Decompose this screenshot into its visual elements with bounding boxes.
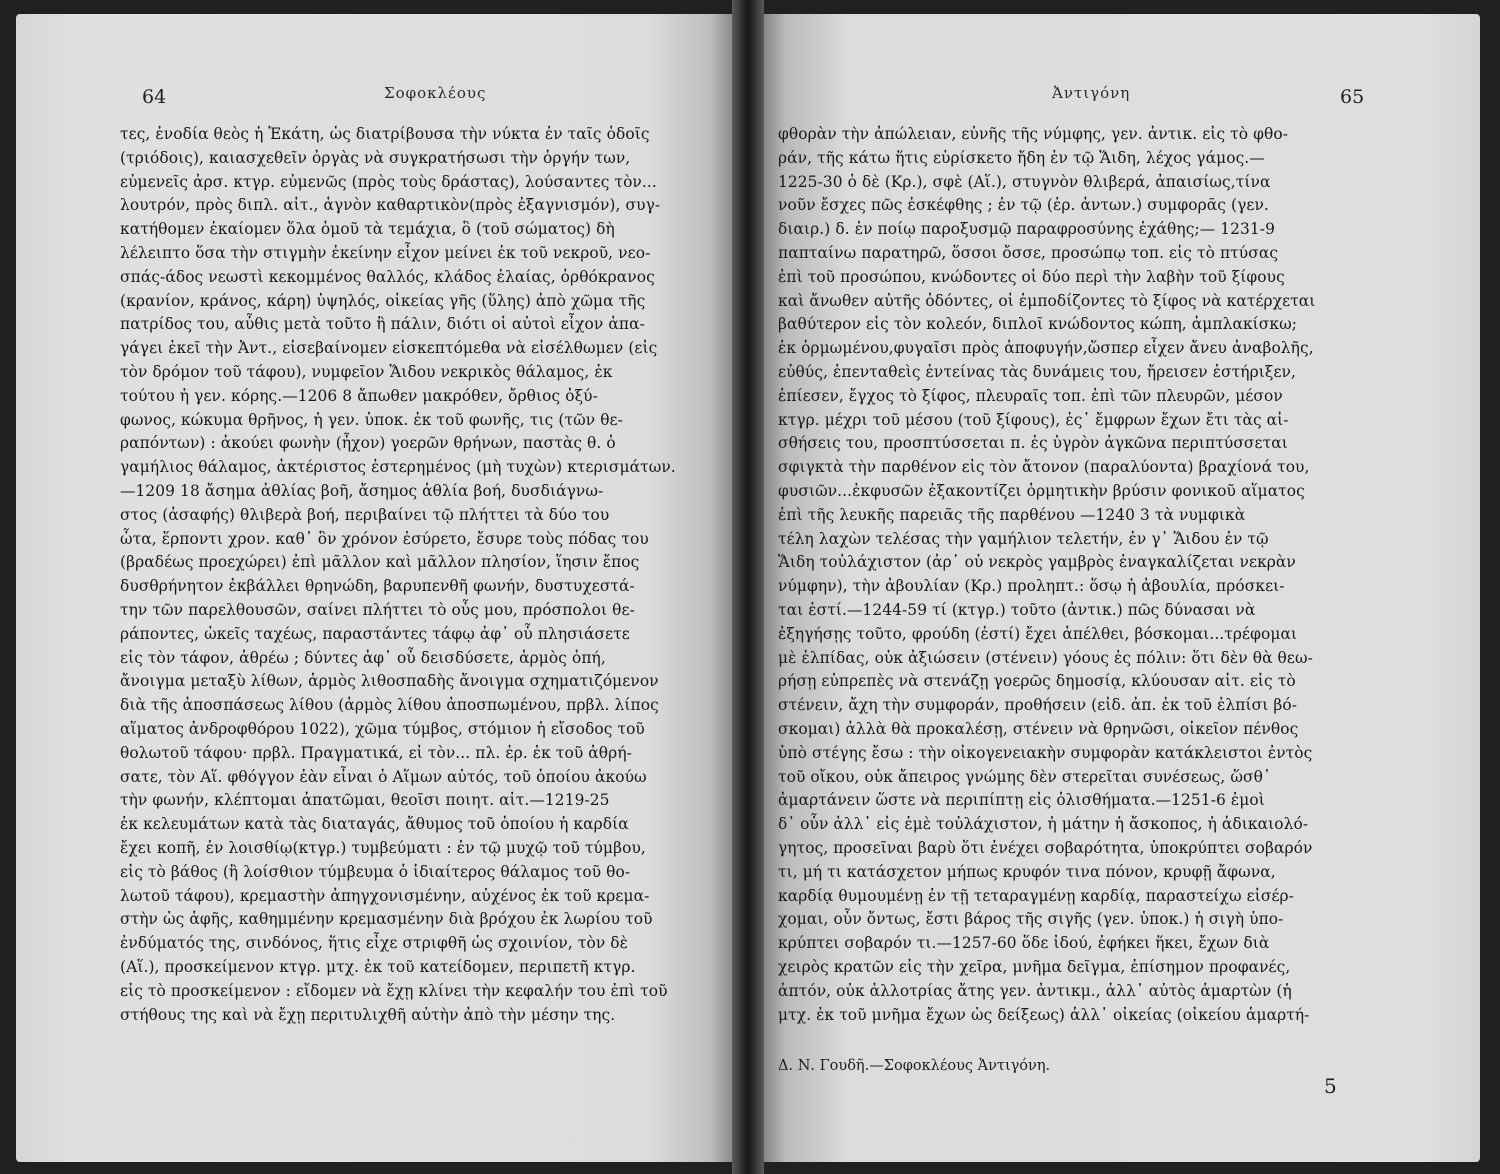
text-line: ἔχει κοπῆ, ἐν λοισθίῳ(κτγρ.) τυμβεύματι : ἐν τῷ μυχῷ τοῦ τύμβου, — [120, 839, 646, 857]
text-line: χειρὸς κρατῶν εἰς τὴν χεῖρα, μνῆμα δεῖγμα, ἐπίσημον προφανές, — [778, 958, 1291, 976]
text-line: εἰς τὸ προσκείμενον : εἴδομεν νὰ ἔχῃ κλίνει τὴν κεφαλήν του ἐπὶ τοῦ — [120, 981, 668, 1000]
signature-number: 5 — [1324, 1074, 1337, 1098]
text-line: εἰς τὸ βάθος (ἢ λοίσθιον τύμβευμα ὁ ἰδιαίτερος θάλαμος τοῦ θο- — [120, 862, 631, 881]
text-line: κατήθομεν ἐκαίομεν ὅλα ὁμοῦ τὰ τεμάχια, ὃ (τοῦ σώματος) δὴ — [120, 220, 615, 239]
text-line: (κρανίον, κράνος, κάρη) ὑψηλός, οἰκείας γῆς (ὕλης) ἀπὸ χῶμα τῆς — [120, 291, 646, 310]
text-line: πατρίδος του, αὖθις μετὰ τοῦτο ἢ πάλιν, διότι οἱ αὐτοὶ εἶχον ἀπα- — [120, 315, 645, 334]
left-page — [16, 14, 732, 1162]
text-line: την τῶν παρελθουσῶν, σαίνει πλήττει τὸ οὖς μου, πρόσπολοι θε- — [120, 601, 635, 619]
text-line: στὴν ὡς ἁφῆς, καθημμένην κρεμασμένην διὰ βρόχου ἐκ λωρίου τοῦ — [120, 910, 653, 929]
text-line: ἄνοιγμα μεταξὺ λίθων, ἁρμὸς λιθοσπαδὴς ἄνοιγμα σχηματιζόμενον — [120, 672, 659, 691]
text-line: ἀπτόν, οὐκ ἀλλοτρίας ἄτης γεν. ἀντικμ., ἀλλ᾽ αὐτὸς ἁμαρτὼν (ἡ — [778, 981, 1292, 1000]
text-line: καρδίᾳ θυμουμένῃ ἐν τῇ τεταραγμένῃ καρδίᾳ, παραστείχω εἰσέρ- — [778, 886, 1294, 905]
text-line: τὴν φωνήν, κλέπτομαι ἀπατῶμαι, θεοῖσι ποιητ. αἰτ.—1219-25 — [120, 791, 610, 810]
text-line: αἵματος ἀνδροφθόρου 1022), χῶμα τύμβος, στόμιον ἡ εἴσοδος τοῦ — [120, 720, 645, 738]
text-line: ται ἐστί.—1244-59 τί (κτγρ.) τοῦτο (ἀντικ.) πῶς δύνασαι νὰ — [778, 601, 1256, 619]
text-line: (Αἵ.), προσκείμενον κτγρ. μτχ. ἐκ τοῦ κατείδομεν, περιπετῆ κτγρ. — [120, 958, 636, 976]
text-line: γάγει ἐκεῖ τὴν Ἀντ., εἰσεβαίνομεν εἰσκεπτόμεθα νὰ εἰσέλθωμεν (εἰς — [120, 339, 658, 358]
text-line: σφιγκτὰ τὴν παρθένον εἰς τὸν ἄτονον (παραλύοντα) βραχίονά του, — [778, 458, 1310, 477]
text-line: σπάς-άδος νεωστὶ κεκομμένος θαλλός, κλάδος ἐλαίας, ὀρθόκρανος — [120, 267, 655, 286]
book-gutter — [732, 0, 764, 1174]
text-line: μὲ ἐλπίδας, οὐκ ἀξιώσειν (στένειν) γόους ἐς πόλιν: ὅτι δὲν θὰ θεω- — [778, 648, 1313, 667]
page-footer: Δ. Ν. Γουδῆ.—Σοφοκλέους Ἀντιγόνη. — [778, 1058, 1051, 1074]
text-line: φωνος, κώκυμα θρῆνος, ἡ γεν. ὑποκ. ἐκ τοῦ φωνῆς, τις (τῶν θε- — [120, 410, 623, 429]
text-line: ὦτα, ἕρποντι χρον. καθ᾽ ὃν χρόνον ἐσύρετο, ἔσυρε τοὺς πόδας του — [120, 529, 649, 548]
text-line: ρήσῃ εὐπρεπὲς νὰ στενάζῃ γοερῶς δημοσίᾳ, κλύουσαν αἰτ. εἰς τὸ — [778, 672, 1296, 691]
running-head: Ἀντιγόνη — [1052, 84, 1131, 102]
text-line: σατε, τὸν Αἵ. φθόγγον ἐὰν εἶναι ὁ Αἵμων αὐτός, τοῦ ὁποίου ἀκούω — [120, 767, 647, 786]
text-line: ἐνδύματός της, σινδόνος, ἥτις εἶχε στριφθῆ ὡς σχοινίον, τὸν δὲ — [120, 934, 629, 953]
text-line: νοῦν ἔσχες πῶς ἐσκέφθης ; ἐν τῷ (ἐρ. ἀντων.) συμφορᾶς (γεν. — [778, 196, 1269, 215]
text-line: ἐπίεσεν, ἔγχος τὸ ξίφος, πλευραῖς τοπ. ἐπὶ τῶν πλευρῶν, μέσον — [778, 386, 1283, 405]
text-line: τὸν δρόμον τοῦ τάφου), νυμφεῖον Ἅιδου νεκρικὸς θάλαμος, ἐκ — [120, 363, 613, 381]
text-line: γητος, προσεῖναι βαρὺ ὅτι ἐνέχει σοβαρότητα, ὑποκρύπτει σοβαρόν — [778, 839, 1313, 857]
text-line: ἐκ κελευμάτων κατὰ τὰς διαταγάς, ἄθυμος τοῦ ὁποίου ἡ καρδία — [120, 815, 629, 834]
text-line: στος (ἀσαφής) θλιβερὰ βοή, περιβαίνει τῷ πλήττει τὰ δύο του — [120, 505, 610, 524]
text-line: ὑπὸ στέγης ἔσω : τὴν οἰκογενειακὴν συμφορὰν κατάκλειστοι ἐντὸς — [778, 743, 1313, 762]
text-line: εὐθύς, ἐπενταθεὶς ἐντείνας τὰς δυνάμεις του, ἤρεισεν ἐστήριξεν, — [778, 363, 1296, 381]
text-line: σθήσεις του, προσπτύσσεται π. ἐς ὑγρὸν ἀγκῶνα περιπτύσσεται — [778, 434, 1288, 453]
text-line: τοῦ οἴκου, οὐκ ἄπειρος γνώμης δὲν στερεῖται συνέσεως, ὥσθ᾽ — [778, 767, 1271, 786]
text-line: ραπόντων) : ἀκούει φωνὴν (ἦχον) γοερῶν θρήνων, παστὰς θ. ὁ — [120, 434, 616, 453]
text-line: στήθους της καὶ νὰ ἔχῃ περιτυλιχθῆ αὐτὴν ἀπὸ τὴν μέσην της. — [120, 1005, 616, 1024]
text-line: δ᾽ οὖν ἀλλ᾽ εἰς ἐμὲ τοὐλάχιστον, ἡ μάτην ἡ ἄσκοπος, ἡ ἀδικαιολό- — [778, 815, 1309, 834]
text-line: Ἅιδη τοὐλάχιστον (ἀρ᾽ οὐ νεκρὸς γαμβρὸς ἐναγκαλίζεται νεκρὰν — [778, 553, 1296, 572]
text-line: παπταίνω παρατηρῶ, ὅσσοι ὄσσε, προσώπῳ τοπ. εἰς τὸ πτύσας — [778, 244, 1279, 262]
text-line: κρύπτει σοβαρόν τι.—1257-60 ὅδε ἰδού, ἐφήκει ἥκει, ἔχων διὰ — [778, 934, 1270, 953]
text-line: (τριόδοις), καιασχεθεῖν ὀργὰς νὰ συγκρατήσωσι τὴν ὀργήν των, — [120, 148, 631, 167]
text-line: βαθύτερον εἰς τὸν κολεόν, διπλοῖ κνώδοντος κώπη, ἀμπλακίσκω; — [778, 315, 1298, 334]
text-line: ράν, τῆς κάτω ἥτις εὑρίσκετο ἤδη ἐν τῷ Ἅιδη, λέχος γάμος.— — [778, 148, 1265, 167]
text-line: δυσθρήνητον ἐκβάλλει θρηνώδη, βαρυπενθῆ φωνήν, δυστυχεστά- — [120, 577, 635, 596]
text-line: στένειν, ἄχη τὴν συμφοράν, προθήσειν (εἰδ. ἀπ. ἐκ τοῦ ἐλπίσι βό- — [778, 696, 1297, 715]
text-line: εὐμενεῖς ἀρσ. κτγρ. εὐμενῶς (πρὸς τοὺς δράστας), λούσαντες τὸν... — [120, 172, 657, 191]
text-line: κτγρ. μέχρι τοῦ μέσου (τοῦ ξίφους), ἐς᾽ ἔμφρων ἔχων ἔτι τὰς αἰ- — [778, 410, 1289, 429]
text-line: μτχ. ἐκ τοῦ μνῆμα ἔχων ὡς δείξεως) ἀλλ᾽ οἰκείας (οἰκείου ἁμαρτή- — [778, 1005, 1310, 1024]
text-line: φθορὰν τὴν ἀπώλειαν, εὐνῆς τῆς νύμφης, γεν. ἀντικ. εἰς τὸ φθο- — [778, 125, 1289, 143]
text-line: τούτου ἡ γεν. κόρης.—1206 8 ἄπωθεν μακρόθεν, ὄρθιος ὀξύ- — [120, 386, 598, 405]
text-line: τέλη λαχὼν τελέσας τὴν γαμήλιον τελετήν, ἐν γ᾽ Ἅιδου ἐν τῷ — [778, 529, 1269, 548]
page-number: 64 — [142, 86, 167, 108]
running-head: Σοφοκλέους — [384, 84, 487, 102]
text-line: σκομαι) ἀλλὰ θὰ προκαλέσῃ, στένειν νὰ θρηνῶσι, οἰκεῖον πένθος — [778, 720, 1299, 738]
text-line: εἰς τὸν τάφον, ἀθρέω ; δύντες ἀφ᾽ οὗ δεισδύσετε, ἁρμὸς ὀπή, — [120, 648, 606, 667]
text-line: διαιρ.) δ. ἐν ποίῳ παροξυσμῷ παραφροσύνης ἐχάθης;— 1231-9 — [778, 220, 1275, 239]
text-line: νύμφην), τὴν ἀβουλίαν (Κρ.) προληπτ.: ὅσῳ ἡ ἀβουλία, πρόσκει- — [778, 577, 1285, 596]
right-page — [764, 14, 1480, 1162]
text-line: ἐκ ὁρμωμένου,φυγαῖσι πρὸς ἀποφυγήν,ὥσπερ εἶχεν ἄνευ ἀναβολῆς, — [778, 339, 1314, 358]
text-line: φυσιῶν...ἐκφυσῶν ἐξακοντίζει ὁρμητικὴν βρύσιν φονικοῦ αἵματος — [778, 482, 1305, 500]
text-line: ἐξηγήσῃς τοῦτο, φρούδη (ἐστί) ἔχει ἀπέλθει, βόσκομαι...τρέφομαι — [778, 624, 1298, 643]
text-line: ἁμαρτάνειν ὥστε νὰ περιπίπτῃ εἰς ὀλισθήματα.—1251-6 ἐμοὶ — [778, 791, 1265, 810]
text-line: (βραδέως προεχώρει) ἐπὶ μᾶλλον καὶ μᾶλλον πλησίον, ἵησιν ἔπος — [120, 553, 640, 572]
text-line: λωτοῦ τάφου), κρεμαστὴν ἀπηγχονισμένην, αὐχένος ἐκ τοῦ κρεμα- — [120, 886, 650, 905]
page-number: 65 — [1340, 86, 1365, 108]
text-line: καὶ ἄνωθεν αὐτῆς ὀδόντες, οἱ ἐμποδίζοντες τὸ ξίφος νὰ κατέρχεται — [778, 291, 1316, 310]
text-line: λέλειπτο ὅσα τὴν στιγμὴν ἐκείνην εἶχον μείνει ἐκ τοῦ νεκροῦ, νεο- — [120, 244, 651, 262]
text-line: χομαι, οὖν ὄντως, ἔστι βάρος τῆς σιγῆς (γεν. ὑποκ.) ἡ σιγὴ ὑπο- — [778, 910, 1284, 929]
text-line: θολωτοῦ τάφου· πρβλ. Πραγματικά, εἰ τὸν... πλ. ἐρ. ἐκ τοῦ ἀθρή- — [120, 743, 632, 762]
text-line: λουτρόν, πρὸς διπλ. αἰτ., ἁγνὸν καθαρτικὸν(πρὸς ἐξαγνισμόν), συγ- — [120, 196, 661, 215]
text-line: 1225-30 ὁ δὲ (Κρ.), σφὲ (Αἵ.), στυγνὸν θλιβερά, ἀπαισίως,τίνα — [778, 172, 1271, 191]
text-line: ἐπὶ τῆς λευκῆς παρειᾶς τῆς παρθένου —1240 3 τὰ νυμφικὰ — [778, 505, 1246, 524]
text-line: ἐπὶ τοῦ προσώπου, κνώδοντες οἱ δύο περὶ τὴν λαβὴν τοῦ ξίφους — [778, 267, 1285, 286]
text-line: τες, ἐνοδία θεὸς ἡ Ἑκάτη, ὡς διατρίβουσα τὴν νύκτα ἐν ταῖς ὁδοῖς — [120, 125, 650, 143]
text-line: γαμήλιος θάλαμος, ἀκτέριστος ἐστερημένος (μὴ τυχὼν) κτερισμάτων. — [120, 458, 676, 477]
text-line: ράποντες, ὠκεῖς ταχέως, παραστάντες τάφῳ ἀφ᾽ οὗ πλησιάσετε — [120, 624, 630, 643]
text-line: τι, μή τι κατάσχετον μήπως κρυφόν τινα πόνον, κρυφῇ ἄφωνα, — [778, 862, 1276, 881]
text-line: —1209 18 ἄσημα ἀθλίας βοῆ, ἄσημος ἀθλία βοή, δυσδιάγνω- — [120, 482, 604, 500]
text-line: διὰ τῆς ἀποσπάσεως λίθου (ἁρμὸς λίθου ἀποσπωμένου, πρβλ. λίπος — [120, 696, 659, 715]
